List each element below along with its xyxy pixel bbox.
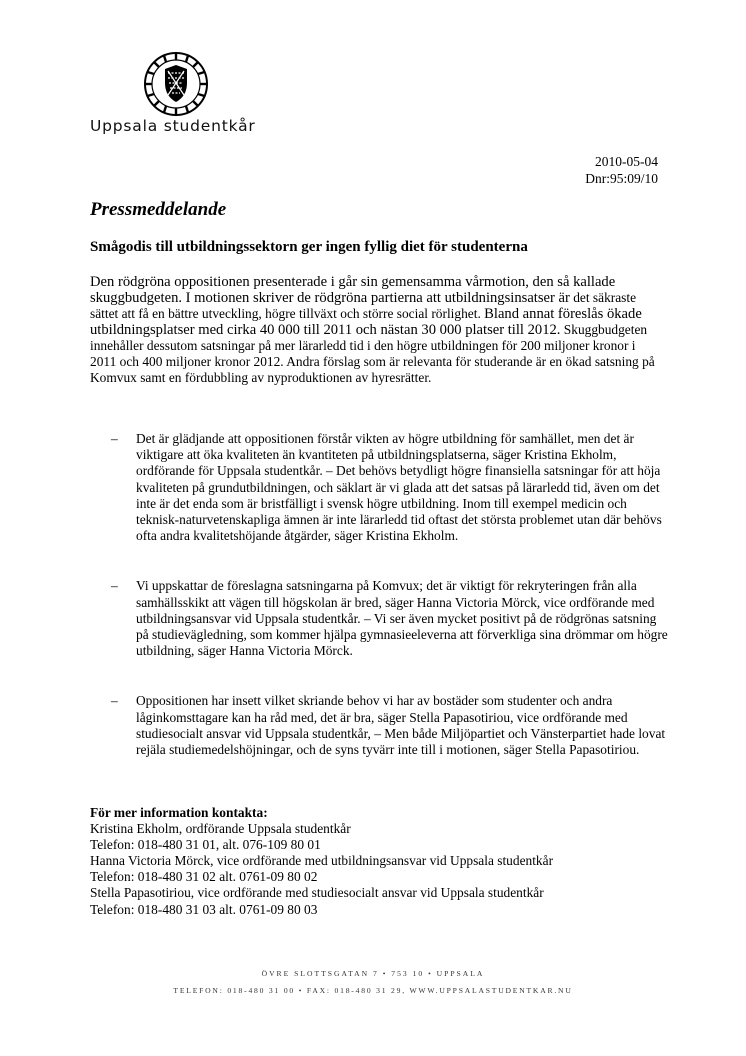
document-reference: Dnr:95:09/10 <box>585 171 658 186</box>
document-date: 2010-05-04 <box>595 154 658 169</box>
lead-text-part-3: Bland annat föreslås ökade utbildningsplatser med cirka 40 000 till 2011 och nästan 30 000 platser till 2012. <box>90 306 642 338</box>
quote-text: Vi uppskattar de föreslagna satsningarna på Komvux; det är viktigt för rekryteringen från alla samhällsskikt att vägen till högskolan är bred, säger Hanna Victoria Mörck, vice ordförande med utbildningsansvar vid Uppsala studentkår. – Vi ser även mycket positivt på de rödgrönas satsning på studievägledning, som kommer hjälpa gymnasieeleverna att förverkliga sina drömmar om högre utbildning, säger Hanna Victoria Mörck. <box>136 578 668 659</box>
quote-list <box>90 431 670 792</box>
dash-bullet: – <box>111 431 118 446</box>
footer-contact: TELEFON: 018-480 31 00 • FAX: 018-480 31 29, WWW.UPPSALASTUDENTKAR.NU <box>173 986 573 995</box>
quote-text: Oppositionen har insett vilket skriande behov vi har av bostäder som studenter och andra låginkomsttagare kan ha råd med, det är bra, säger Stella Papasotiriou, vice ordförande med studiesocialt ansvar vid Uppsala studentkår, – Men både Miljöpartiet och Vänsterpartiet hade lovat rejäla studiemedelshöjningar, och de syns tyvärr inte till i motionen, säger Stella Papasotiriou. <box>136 693 666 758</box>
quote-item <box>90 431 670 544</box>
quote-item <box>90 578 670 659</box>
dash-bullet: – <box>111 693 118 709</box>
lead-paragraph <box>90 274 665 386</box>
contact-phone: Telefon: 018-480 31 02 alt. 0761-09 80 02 <box>90 869 318 885</box>
quote-text: Det är glädjande att oppositionen förstår vikten av högre utbildning för samhället, men det är viktigare att öka kvaliteten än kvantiteten på utbildningsplatserna, säger Kristina Ekholm, ordförande för Uppsala studentkår. – Det behövs betydligt högre finansiella satsningar för att höja kvaliteten på grundutbildningen, och säklart är vi glada att det satsas på lärarledd tid, även om det inte är det enda som är bristfälligt i svensk högre utbildning. Inom till exempel medicin och teknisk-naturvetenskapliga ämnen är inte lärarledd tid oftast det största problemet utan där behövs ofta andra kvalitetshöjande åtgärder, säger Kristina Ekholm. <box>136 431 662 544</box>
uppsala-studentkar-seal-logo <box>143 51 209 117</box>
contact-section <box>90 805 690 918</box>
contact-line: Kristina Ekholm, ordförande Uppsala studentkår <box>90 821 351 837</box>
document-heading: Pressmeddelande <box>90 199 227 220</box>
footer-address: ÖVRE SLOTTSGATAN 7 • 753 10 • UPPSALA <box>261 969 485 978</box>
contact-phone: Telefon: 018-480 31 01, alt. 076-109 80 01 <box>90 837 321 853</box>
contact-line: Hanna Victoria Mörck, vice ordförande med utbildningsansvar vid Uppsala studentkår <box>90 853 554 869</box>
document-meta <box>585 153 658 187</box>
lead-text-part-1: Den rödgröna oppositionen presenterade i går sin gemensamma vårmotion, den så kallade skuggbudgeten. I motionen skriver de rödgröna partierna att utbildningsinsatser är <box>90 274 616 306</box>
dash-bullet: – <box>111 578 118 594</box>
lead-text-part-2: det säkraste sättet att få en bättre utveckling, högre tillväxt och större social rörlighet. <box>90 290 637 321</box>
contact-heading: För mer information kontakta: <box>90 805 268 820</box>
contact-line: Stella Papasotiriou, vice ordförande med studiesocialt ansvar vid Uppsala studentkår <box>90 885 544 901</box>
logo-wordmark: Uppsala studentkår <box>90 117 256 135</box>
contact-phone: Telefon: 018-480 31 03 alt. 0761-09 80 03 <box>90 901 318 917</box>
quote-item <box>90 693 670 758</box>
press-release-title: Smågodis till utbildningssektorn ger ingen fyllig diet för studenterna <box>90 239 528 255</box>
lead-text-part-4: Skuggbudgeten innehåller dessutom satsningar på mer lärarledd tid i den högre utbildningen för 200 miljoner kronor i 2011 och 400 miljoner kronor 2012. Andra förslag som är relevanta för studerande är en ökad satsning på Komvux samt en fördubbling av nyproduktionen av hyresrätter. <box>90 322 655 385</box>
